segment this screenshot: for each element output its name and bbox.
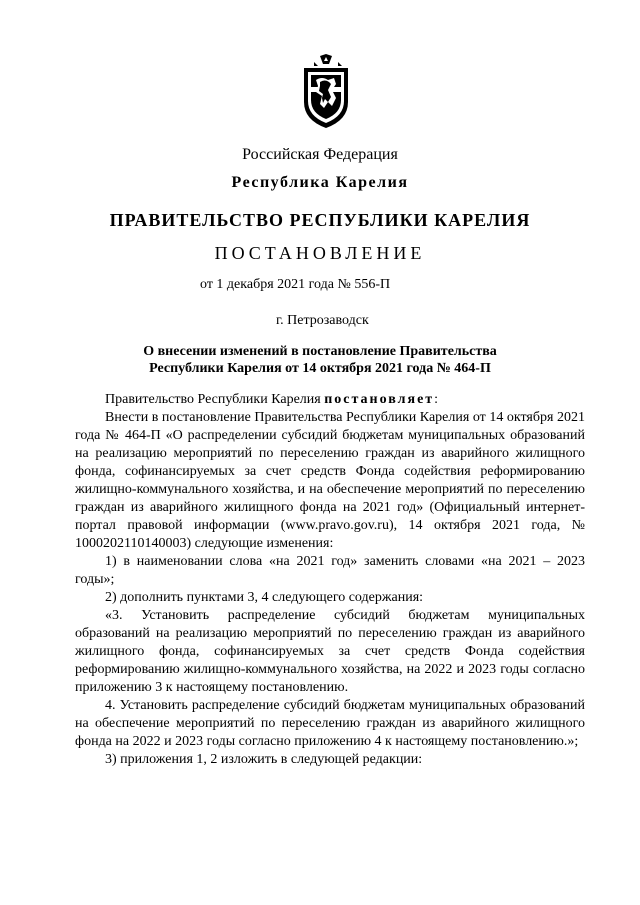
- document-city: г. Петрозаводск: [276, 313, 369, 328]
- intro-suffix: :: [434, 392, 439, 407]
- title-line-2: Республики Карелия от 14 октября 2021 года № 464-П: [149, 361, 491, 376]
- karelia-coat-of-arms-icon: [298, 54, 354, 128]
- document-type: ПОСТАНОВЛЕНИЕ: [214, 243, 426, 263]
- intro-prefix: Правительство Республики Карелия: [105, 392, 325, 407]
- paragraph-item-2: 2) дополнить пунктами 3, 4 следующего содержания:: [105, 590, 424, 605]
- republic-name: Республика Карелия: [231, 174, 409, 191]
- paragraph-item-3: «3. Установить распределение субсидий бюджетам муниципальных образований на реализацию мероприятий по переселению граждан из аварийного жилищного фонда, софинансируемых за счет средств Фонда содействия реформированию жилищно-коммунального хозяйства, на 2022 и 2023 годы согласно приложению 3 к настоящему постановлению.: [75, 608, 585, 695]
- document-date-number: от 1 декабря 2021 года № 556-П: [200, 277, 391, 292]
- paragraph-item-5: 3) приложения 1, 2 изложить в следующей редакции:: [105, 752, 423, 767]
- document-body: [75, 391, 585, 769]
- intro-paragraph: [75, 391, 585, 409]
- document-title: [120, 343, 520, 377]
- paragraph-main: Внести в постановление Правительства Республики Карелия от 14 октября 2021 года № 464-П «О распределении субсидий бюджетам муниципальных образований на реализацию мероприятий по переселению граждан из аварийного жилищного фонда, софинансируемых за счет средств Фонда содействия реформированию жилищно-коммунального хозяйства, и на обеспечение мероприятий по переселению граждан из аварийного жилищного фонда на 2021 год» (Официальный интернет-портал правовой информации (www.pravo.gov.ru), 14 октября 2021 года, № 1000202110140003) следующие изменения:: [75, 410, 585, 551]
- intro-decree-word: постановляет: [324, 392, 435, 407]
- government-name: ПРАВИТЕЛЬСТВО РЕСПУБЛИКИ КАРЕЛИЯ: [109, 210, 531, 230]
- country-name: Российская Федерация: [242, 146, 398, 163]
- paragraph-item-1: 1) в наименовании слова «на 2021 год» заменить словами «на 2021 – 2023 годы»;: [75, 554, 585, 587]
- paragraph-item-4: 4. Установить распределение субсидий бюджетам муниципальных образований на обеспечение мероприятий по переселению граждан из аварийного жилищного фонда на 2022 и 2023 годы согласно приложению 4 к настоящему постановлению.»;: [75, 698, 585, 749]
- title-line-1: О внесении изменений в постановление Правительства: [143, 344, 497, 359]
